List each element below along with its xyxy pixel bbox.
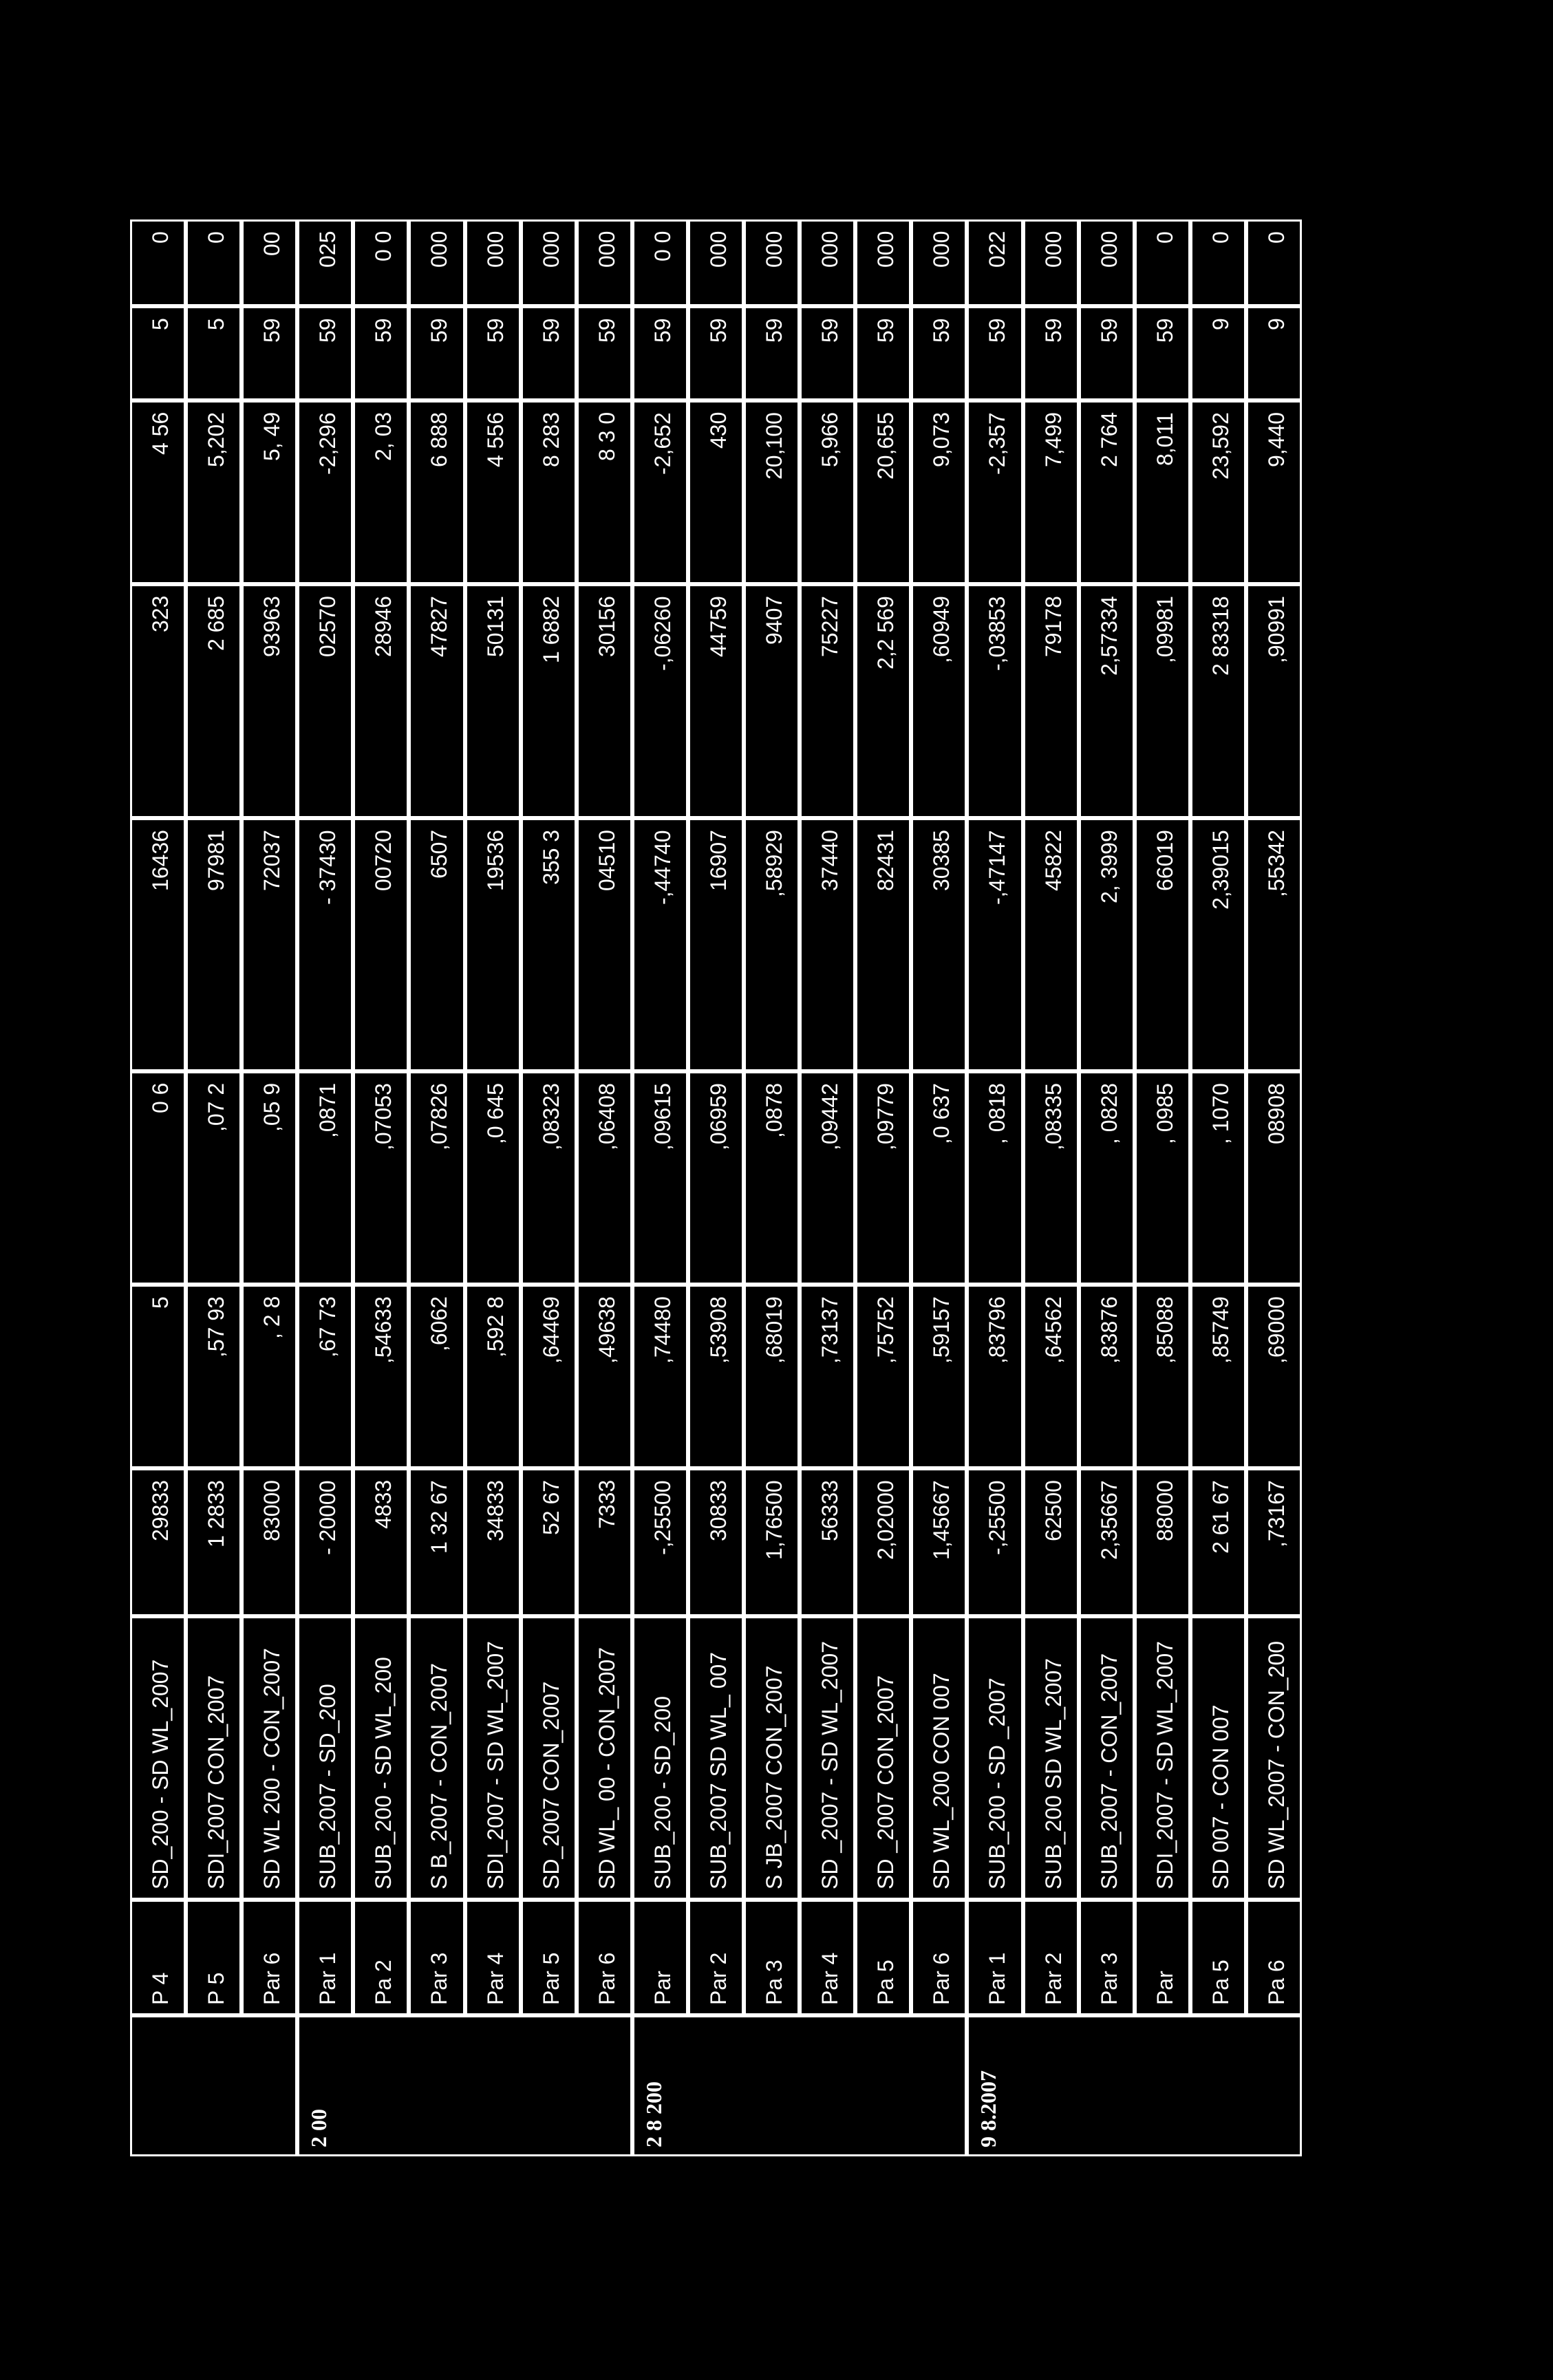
model-text: SDI_2007 - SD WL_2007 (482, 1640, 508, 1889)
c3-value: , 0818 (985, 1083, 1009, 1144)
df-value: 59 (370, 318, 396, 343)
model-text: SUB_200 - SD _2007 (985, 1677, 1009, 1889)
c2-value: , 2 8 (259, 1296, 284, 1340)
c3-value: ,06959 (705, 1083, 731, 1150)
c4-value: 6507 (427, 830, 451, 879)
c4-value: 72037 (259, 830, 284, 891)
c1-value: 1 32 67 (427, 1480, 451, 1554)
group-label: 2 8 200 (641, 2081, 666, 2147)
c1-value: 29833 (147, 1480, 173, 1541)
sig-value: 000 (1096, 231, 1122, 268)
param-text: Par 2 (705, 1952, 731, 2005)
c1-value: 2 61 67 (1208, 1480, 1233, 1554)
c1-value: 1,45667 (928, 1480, 954, 1560)
model-text: SD WL_2007 - CON_200 (1263, 1640, 1289, 1889)
c2-value: ,74480 (650, 1296, 675, 1364)
c2-value: ,6062 (427, 1296, 451, 1352)
c5-value: 323 (147, 596, 173, 633)
c6-value: 7,499 (1040, 412, 1066, 468)
model-text: SDI_2007 CON_2007 (203, 1675, 228, 1889)
c3-value: , 1070 (1208, 1083, 1233, 1144)
df-value: 9 (1263, 318, 1289, 330)
c2-value: ,85088 (1152, 1296, 1177, 1364)
param-text: Par 6 (259, 1952, 284, 2005)
sig-value: 000 (705, 231, 731, 268)
param-text: Par 2 (1040, 1952, 1066, 2005)
c5-value: 2,57334 (1096, 596, 1122, 676)
c1-value: 88000 (1152, 1480, 1177, 1541)
c6-value: 8 3 0 (594, 412, 619, 462)
c6-value: -2,652 (650, 412, 675, 475)
c1-value: 2,35667 (1096, 1480, 1122, 1560)
c6-value: 2, 03 (370, 412, 396, 462)
c4-value: 66019 (1152, 830, 1177, 891)
model-text: SUB_200 SD WL_2007 (1040, 1658, 1066, 1889)
sig-value: 000 (538, 231, 564, 268)
c1-value: -,25500 (650, 1480, 675, 1555)
c4-value: 30385 (928, 830, 954, 891)
param-text: Par 1 (314, 1952, 340, 2005)
c5-value: 30156 (594, 596, 619, 657)
model-text: SUB_2007 SD WL_ 007 (705, 1651, 731, 1889)
model-text: SD _2007 CON_2007 (872, 1675, 898, 1889)
c4-value: 82431 (872, 830, 898, 891)
c1-value: -,25500 (985, 1480, 1009, 1555)
c1-value: 1 2833 (203, 1480, 228, 1547)
c6-value: 430 (705, 412, 731, 449)
c5-value: ,60949 (928, 596, 954, 663)
c2-value: ,69000 (1263, 1296, 1289, 1364)
c6-value: 9,073 (928, 412, 954, 468)
sig-value: 000 (1040, 231, 1066, 268)
c2-value: 5 (147, 1296, 173, 1309)
df-value: 9 (1208, 318, 1233, 330)
c5-value: 28946 (370, 596, 396, 657)
model-text: SD WL 200 - CON_2007 (259, 1648, 284, 1889)
df-value: 59 (1096, 318, 1122, 343)
c1-value: 56333 (817, 1480, 842, 1541)
c5-value: 93963 (259, 596, 284, 657)
c4-value: 2, 3999 (1096, 830, 1122, 903)
c5-value: 1 6882 (538, 596, 564, 663)
c4-value: 45822 (1040, 830, 1066, 891)
param-text: P 4 (147, 1972, 173, 2005)
param-text: Par 1 (985, 1952, 1009, 2005)
c3-value: ,07826 (427, 1083, 451, 1150)
c4-value: -,47147 (985, 830, 1009, 905)
sig-value: 025 (314, 231, 340, 268)
c6-value: 4 56 (147, 412, 173, 455)
model-text: S JB_2007 CON_2007 (761, 1665, 786, 1889)
c5-value: -,06260 (650, 596, 675, 671)
c4-value: ,55342 (1263, 830, 1289, 897)
df-value: 59 (538, 318, 564, 343)
c6-value: 8,011 (1152, 412, 1177, 466)
c4-value: 00720 (370, 830, 396, 891)
model-text: SUB_2007 - CON_2007 (1096, 1653, 1122, 1889)
param-text: Par 4 (482, 1952, 508, 2005)
c2-value: ,85749 (1208, 1296, 1233, 1364)
c2-value: ,49638 (594, 1296, 619, 1364)
c2-value: ,592 8 (482, 1296, 508, 1358)
c1-value: - 20000 (314, 1480, 340, 1555)
c3-value: ,07053 (370, 1083, 396, 1150)
model-text: SD_2007 CON_2007 (538, 1681, 564, 1889)
c5-value: ,90991 (1263, 596, 1289, 663)
c1-value: 34833 (482, 1480, 508, 1541)
param-text: Pa 2 (370, 1960, 396, 2005)
sig-value: 000 (761, 231, 786, 268)
c6-value: 5,202 (203, 412, 228, 468)
c2-value: ,64469 (538, 1296, 564, 1364)
c3-value: ,0 637 (928, 1083, 954, 1144)
c1-value: 83000 (259, 1480, 284, 1541)
df-value: 59 (761, 318, 786, 343)
sig-value: 0 (203, 231, 228, 244)
df-value: 59 (427, 318, 451, 343)
c6-value: 5,966 (817, 412, 842, 468)
sig-value: 0 (147, 231, 173, 244)
sig-value: 00 (259, 231, 284, 256)
sig-value: 0 (1152, 231, 1177, 244)
c5-value: 2 83318 (1208, 596, 1233, 676)
c5-value: 02570 (314, 596, 340, 657)
param-text: Par (1152, 1971, 1177, 2005)
param-text: Pa 5 (872, 1960, 898, 2005)
df-value: 59 (314, 318, 340, 343)
param-text: Par (650, 1971, 675, 2005)
group-label: 2 00 (306, 2109, 331, 2147)
sig-value: 0 0 (650, 231, 675, 262)
c6-value: 20,100 (761, 412, 786, 480)
c3-value: 08908 (1263, 1083, 1289, 1144)
param-text: Par 4 (817, 1952, 842, 2005)
df-value: 5 (203, 318, 228, 330)
param-text: Par 3 (427, 1952, 451, 2005)
c1-value: ,73167 (1263, 1480, 1289, 1547)
sig-value: 022 (985, 231, 1009, 268)
c5-value: ,09981 (1152, 596, 1177, 663)
c5-value: 47827 (427, 596, 451, 657)
sig-value: 000 (928, 231, 954, 268)
param-text: Par 3 (1096, 1952, 1122, 2005)
c2-cell (130, 1285, 186, 1468)
c3-value: ,09615 (650, 1083, 675, 1150)
c5-value: 50131 (482, 596, 508, 657)
model-text: SD WL_200 CON 007 (928, 1673, 954, 1889)
sig-value: 000 (594, 231, 619, 268)
c3-value: ,0 645 (482, 1083, 508, 1144)
sig-value: 000 (872, 231, 898, 268)
c2-value: ,64562 (1040, 1296, 1066, 1364)
c3-value: ,0878 (761, 1083, 786, 1139)
model-text: SDI_2007 - SD WL_2007 (1152, 1640, 1177, 1889)
df-value: 59 (259, 318, 284, 343)
c3-value: ,08323 (538, 1083, 564, 1150)
c6-value: 4 556 (482, 412, 508, 468)
c2-value: ,83796 (985, 1296, 1009, 1364)
c1-value: 1,76500 (761, 1480, 786, 1560)
df-value: 59 (817, 318, 842, 343)
model-text: SUB_2007 - SD_200 (314, 1684, 340, 1889)
c2-value: ,68019 (761, 1296, 786, 1364)
c4-value: 19536 (482, 830, 508, 891)
c5-value: 44759 (705, 596, 731, 657)
c5-value: 9407 (761, 596, 786, 645)
c2-value: ,73137 (817, 1296, 842, 1364)
c6-value: 8 283 (538, 412, 564, 468)
df-value: 59 (705, 318, 731, 343)
c3-value: ,05 9 (259, 1083, 284, 1133)
model-text: SD _2007 - SD WL_2007 (817, 1640, 842, 1889)
model-text: SD 007 - CON 007 (1208, 1704, 1233, 1889)
c5-value: 75227 (817, 596, 842, 657)
df-value: 59 (1152, 318, 1177, 343)
model-text: SD WL_ 00 - CON_2007 (594, 1647, 619, 1889)
c3-value: , 0985 (1152, 1083, 1177, 1144)
c1-value: 62500 (1040, 1480, 1066, 1541)
c3-value: ,0871 (314, 1083, 340, 1139)
df-value: 59 (650, 318, 675, 343)
c5-value: -,03853 (985, 596, 1009, 671)
df-value: 59 (1040, 318, 1066, 343)
param-text: Par 5 (538, 1952, 564, 2005)
c1-value: 2,02000 (872, 1480, 898, 1560)
sig-value: 0 0 (370, 231, 396, 262)
c2-value: ,57 93 (203, 1296, 228, 1358)
c6-value: 5, 49 (259, 412, 284, 462)
c2-value: ,53908 (705, 1296, 731, 1364)
c2-value: ,67 73 (314, 1296, 340, 1358)
param-text: Pa 3 (761, 1960, 786, 2005)
c5-value: 79178 (1040, 596, 1066, 657)
model-text: S B_2007 - CON_2007 (427, 1662, 451, 1889)
df-value: 59 (928, 318, 954, 343)
c5-value: 2,2 569 (872, 596, 898, 669)
c6-value: 2 764 (1096, 412, 1122, 468)
c3-value: ,09779 (872, 1083, 898, 1150)
group-cell (130, 2015, 297, 2156)
c3-value: ,06408 (594, 1083, 619, 1150)
c3-value: 0 6 (147, 1083, 173, 1114)
param-text: Pa 6 (1263, 1960, 1289, 2005)
c6-value: -2,296 (314, 412, 340, 475)
c6-value: -2,357 (985, 412, 1009, 475)
df-value: 59 (482, 318, 508, 343)
sig-value: 0 (1263, 231, 1289, 244)
df-value: 5 (147, 318, 173, 330)
c4-value: ,58929 (761, 830, 786, 897)
c4-value: - 37430 (314, 830, 340, 905)
c3-value: ,09442 (817, 1083, 842, 1150)
c4-value: -,44740 (650, 830, 675, 905)
c3-value: ,08335 (1040, 1083, 1066, 1150)
c4-value: 2,39015 (1208, 830, 1233, 910)
c1-value: 7333 (594, 1480, 619, 1530)
c4-value: 37440 (817, 830, 842, 891)
c2-value: ,75752 (872, 1296, 898, 1364)
c1-value: 4833 (370, 1480, 396, 1530)
df-value: 59 (594, 318, 619, 343)
group-label: 9 8.2007 (976, 2070, 1000, 2147)
group-cell (632, 2015, 967, 2156)
c2-value: ,54633 (370, 1296, 396, 1364)
c4-value: 97981 (203, 830, 228, 891)
c1-value: 52 67 (538, 1480, 564, 1536)
c4-value: 04510 (594, 830, 619, 891)
group-cell (967, 2015, 1302, 2156)
c4-value: 355 3 (538, 830, 564, 886)
c3-value: , 0828 (1096, 1083, 1122, 1144)
c4-value: 16907 (705, 830, 731, 891)
param-text: Par 6 (594, 1952, 619, 2005)
model-text: SUB_200 - SD WL_200 (370, 1657, 396, 1889)
param-text: Par 6 (928, 1952, 954, 2005)
c5-value: 2 685 (203, 596, 228, 652)
model-text: SD_200 - SD WL_2007 (147, 1659, 173, 1889)
c2-value: ,83876 (1096, 1296, 1122, 1364)
c6-value: 20,655 (872, 412, 898, 480)
c6-value: 9,440 (1263, 412, 1289, 468)
c3-value: ,07 2 (203, 1083, 228, 1133)
c1-value: 30833 (705, 1480, 731, 1541)
sig-value: 0 (1208, 231, 1233, 244)
param-text: Pa 5 (1208, 1960, 1233, 2005)
df-value: 59 (872, 318, 898, 343)
c6-value: 6 888 (427, 412, 451, 468)
param-text: P 5 (203, 1972, 228, 2005)
sig-value: 000 (427, 231, 451, 268)
c4-value: 16436 (147, 830, 173, 891)
c6-value: 23,592 (1208, 412, 1233, 480)
df-value: 59 (985, 318, 1009, 343)
model-text: SUB_200 - SD_200 (650, 1695, 675, 1889)
c2-value: ,59157 (928, 1296, 954, 1364)
sig-value: 000 (817, 231, 842, 268)
sig-value: 000 (482, 231, 508, 268)
group-cell (297, 2015, 632, 2156)
